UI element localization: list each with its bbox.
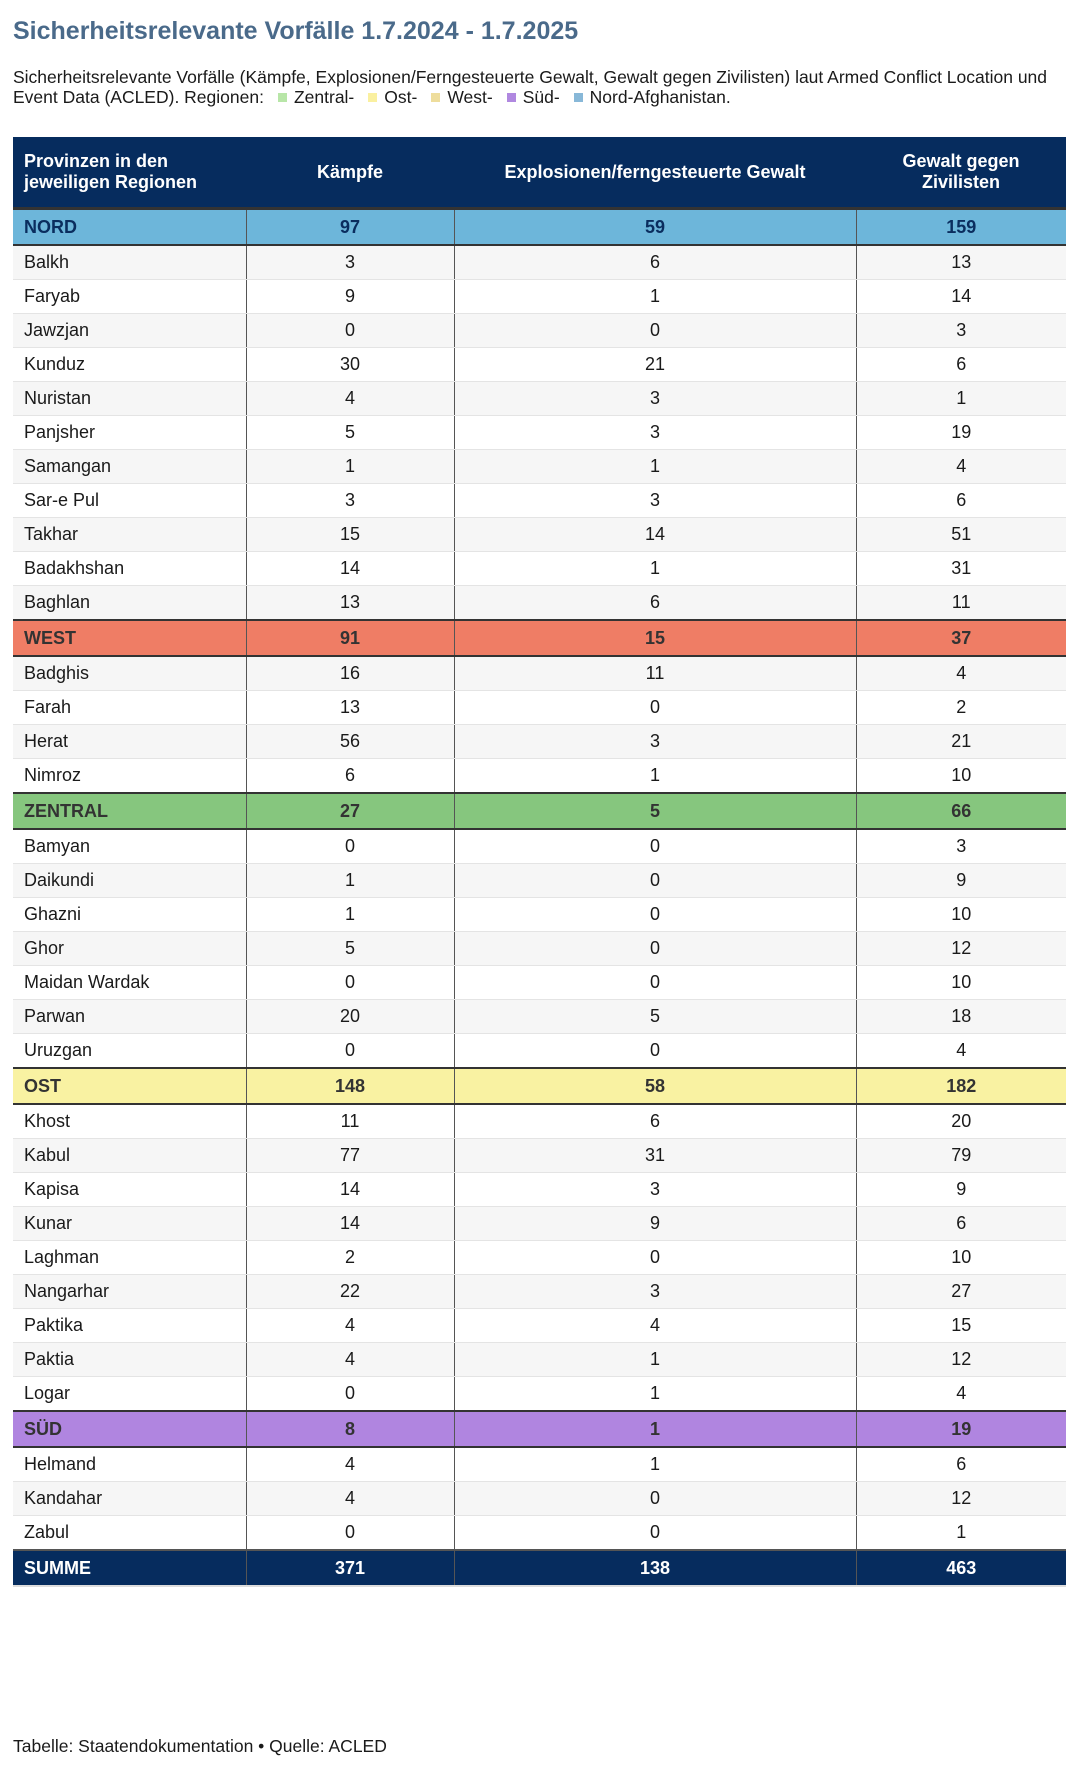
- explosionen-value: 3: [454, 1173, 856, 1207]
- province-name: Nangarhar: [13, 1275, 246, 1309]
- kaempfe-value: 77: [246, 1139, 454, 1173]
- gewalt-zivilisten-value: 10: [856, 966, 1066, 1000]
- table-row: [13, 725, 1066, 759]
- table-row: [13, 1343, 1066, 1377]
- kaempfe-value: 14: [246, 1173, 454, 1207]
- table-row: [13, 1241, 1066, 1275]
- province-name: Badghis: [13, 656, 246, 691]
- gewalt-zivilisten-value: 1: [856, 1516, 1066, 1551]
- kaempfe-value: 1: [246, 864, 454, 898]
- kaempfe-value: 148: [246, 1068, 454, 1104]
- table-row: [13, 932, 1066, 966]
- header-explosionen: Explosionen/ferngesteuerte Gewalt: [454, 137, 856, 209]
- explosionen-value: 3: [454, 1275, 856, 1309]
- province-name: WEST: [13, 620, 246, 656]
- table-row: [13, 1173, 1066, 1207]
- gewalt-zivilisten-value: 11: [856, 586, 1066, 621]
- table-row: [13, 966, 1066, 1000]
- province-name: NORD: [13, 209, 246, 246]
- explosionen-value: 1: [454, 1377, 856, 1412]
- province-name: Laghman: [13, 1241, 246, 1275]
- table-row: [13, 1104, 1066, 1139]
- legend-swatch-icon: [278, 93, 287, 102]
- gewalt-zivilisten-value: 9: [856, 1173, 1066, 1207]
- explosionen-value: 1: [454, 1411, 856, 1447]
- kaempfe-value: 9: [246, 280, 454, 314]
- kaempfe-value: 91: [246, 620, 454, 656]
- province-name: Badakhshan: [13, 552, 246, 586]
- legend-label: Zentral-: [293, 87, 355, 107]
- gewalt-zivilisten-value: 31: [856, 552, 1066, 586]
- kaempfe-value: 0: [246, 829, 454, 864]
- kaempfe-value: 6: [246, 759, 454, 794]
- province-name: ZENTRAL: [13, 793, 246, 829]
- explosionen-value: 1: [454, 552, 856, 586]
- gewalt-zivilisten-value: 19: [856, 416, 1066, 450]
- province-name: Kunduz: [13, 348, 246, 382]
- table-body: [13, 209, 1066, 1587]
- kaempfe-value: 11: [246, 1104, 454, 1139]
- explosionen-value: 58: [454, 1068, 856, 1104]
- province-name: Panjsher: [13, 416, 246, 450]
- table-row: [13, 518, 1066, 552]
- explosionen-value: 1: [454, 759, 856, 794]
- province-name: Samangan: [13, 450, 246, 484]
- gewalt-zivilisten-value: 6: [856, 1207, 1066, 1241]
- gewalt-zivilisten-value: 3: [856, 314, 1066, 348]
- kaempfe-value: 0: [246, 1377, 454, 1412]
- explosionen-value: 15: [454, 620, 856, 656]
- gewalt-zivilisten-value: 12: [856, 1343, 1066, 1377]
- gewalt-zivilisten-value: 21: [856, 725, 1066, 759]
- gewalt-zivilisten-value: 463: [856, 1550, 1066, 1586]
- explosionen-value: 6: [454, 1104, 856, 1139]
- province-name: Paktika: [13, 1309, 246, 1343]
- table-row: [13, 1516, 1066, 1551]
- province-name: Khost: [13, 1104, 246, 1139]
- table-row: [13, 416, 1066, 450]
- gewalt-zivilisten-value: 9: [856, 864, 1066, 898]
- explosionen-value: 11: [454, 656, 856, 691]
- explosionen-value: 21: [454, 348, 856, 382]
- kaempfe-value: 15: [246, 518, 454, 552]
- province-name: Ghor: [13, 932, 246, 966]
- legend-swatch-icon: [368, 93, 377, 102]
- gewalt-zivilisten-value: 51: [856, 518, 1066, 552]
- kaempfe-value: 1: [246, 450, 454, 484]
- explosionen-value: 1: [454, 1343, 856, 1377]
- explosionen-value: 5: [454, 793, 856, 829]
- province-name: Sar-e Pul: [13, 484, 246, 518]
- table-row: [13, 1207, 1066, 1241]
- source-footer: Tabelle: Staatendokumentation • Quelle: ACLED: [13, 1736, 387, 1756]
- table-row: [13, 656, 1066, 691]
- gewalt-zivilisten-value: 4: [856, 450, 1066, 484]
- region-row-west: [13, 620, 1066, 656]
- province-name: Kunar: [13, 1207, 246, 1241]
- province-name: Nimroz: [13, 759, 246, 794]
- explosionen-value: 14: [454, 518, 856, 552]
- gewalt-zivilisten-value: 12: [856, 1482, 1066, 1516]
- province-name: Ghazni: [13, 898, 246, 932]
- kaempfe-value: 14: [246, 552, 454, 586]
- explosionen-value: 1: [454, 450, 856, 484]
- page-title: Sicherheitsrelevante Vorfälle 1.7.2024 - 1.7.2025: [13, 17, 579, 45]
- table-row: [13, 829, 1066, 864]
- province-name: Faryab: [13, 280, 246, 314]
- explosionen-value: 138: [454, 1550, 856, 1586]
- explosionen-value: 5: [454, 1000, 856, 1034]
- gewalt-zivilisten-value: 2: [856, 691, 1066, 725]
- explosionen-value: 0: [454, 829, 856, 864]
- kaempfe-value: 30: [246, 348, 454, 382]
- kaempfe-value: 4: [246, 1343, 454, 1377]
- explosionen-value: 6: [454, 586, 856, 621]
- kaempfe-value: 8: [246, 1411, 454, 1447]
- province-name: Logar: [13, 1377, 246, 1412]
- legend-swatch-icon: [507, 93, 516, 102]
- gewalt-zivilisten-value: 10: [856, 1241, 1066, 1275]
- explosionen-value: 1: [454, 1447, 856, 1482]
- gewalt-zivilisten-value: 13: [856, 245, 1066, 280]
- legend-swatch-icon: [431, 93, 440, 102]
- gewalt-zivilisten-value: 37: [856, 620, 1066, 656]
- kaempfe-value: 4: [246, 1447, 454, 1482]
- province-name: Kapisa: [13, 1173, 246, 1207]
- gewalt-zivilisten-value: 6: [856, 484, 1066, 518]
- table-row: [13, 314, 1066, 348]
- explosionen-value: 0: [454, 966, 856, 1000]
- province-name: Baghlan: [13, 586, 246, 621]
- table-row: [13, 1447, 1066, 1482]
- gewalt-zivilisten-value: 66: [856, 793, 1066, 829]
- gewalt-zivilisten-value: 10: [856, 898, 1066, 932]
- province-name: Kandahar: [13, 1482, 246, 1516]
- explosionen-value: 4: [454, 1309, 856, 1343]
- table-row: [13, 864, 1066, 898]
- table-row: [13, 898, 1066, 932]
- explosionen-value: 3: [454, 484, 856, 518]
- province-name: Jawzjan: [13, 314, 246, 348]
- province-name: Takhar: [13, 518, 246, 552]
- province-name: Uruzgan: [13, 1034, 246, 1069]
- kaempfe-value: 5: [246, 932, 454, 966]
- table-row: [13, 1482, 1066, 1516]
- legend-label: Ost-: [384, 87, 418, 107]
- table-row: [13, 1275, 1066, 1309]
- legend-swatch-icon: [574, 93, 583, 102]
- explosionen-value: 1: [454, 280, 856, 314]
- kaempfe-value: 13: [246, 691, 454, 725]
- province-name: Paktia: [13, 1343, 246, 1377]
- explosionen-value: 31: [454, 1139, 856, 1173]
- table-row: [13, 382, 1066, 416]
- gewalt-zivilisten-value: 6: [856, 1447, 1066, 1482]
- province-name: SUMME: [13, 1550, 246, 1586]
- kaempfe-value: 16: [246, 656, 454, 691]
- gewalt-zivilisten-value: 1: [856, 382, 1066, 416]
- table-row: [13, 1139, 1066, 1173]
- province-name: SÜD: [13, 1411, 246, 1447]
- gewalt-zivilisten-value: 79: [856, 1139, 1066, 1173]
- total-row: [13, 1550, 1066, 1586]
- explosionen-value: 3: [454, 382, 856, 416]
- gewalt-zivilisten-value: 6: [856, 348, 1066, 382]
- kaempfe-value: 22: [246, 1275, 454, 1309]
- explosionen-value: 0: [454, 1241, 856, 1275]
- gewalt-zivilisten-value: 15: [856, 1309, 1066, 1343]
- table-header-row: [13, 137, 1066, 209]
- gewalt-zivilisten-value: 4: [856, 1034, 1066, 1069]
- kaempfe-value: 20: [246, 1000, 454, 1034]
- explosionen-value: 0: [454, 898, 856, 932]
- province-name: Kabul: [13, 1139, 246, 1173]
- kaempfe-value: 4: [246, 382, 454, 416]
- explosionen-value: 0: [454, 691, 856, 725]
- gewalt-zivilisten-value: 20: [856, 1104, 1066, 1139]
- explosionen-value: 9: [454, 1207, 856, 1241]
- gewalt-zivilisten-value: 4: [856, 1377, 1066, 1412]
- kaempfe-value: 1: [246, 898, 454, 932]
- table-row: [13, 348, 1066, 382]
- province-name: Zabul: [13, 1516, 246, 1551]
- province-name: Farah: [13, 691, 246, 725]
- province-name: Balkh: [13, 245, 246, 280]
- table-row: [13, 450, 1066, 484]
- province-name: Bamyan: [13, 829, 246, 864]
- table-row: [13, 759, 1066, 794]
- gewalt-zivilisten-value: 10: [856, 759, 1066, 794]
- explosionen-value: 0: [454, 864, 856, 898]
- province-name: Helmand: [13, 1447, 246, 1482]
- table-row: [13, 552, 1066, 586]
- province-name: Herat: [13, 725, 246, 759]
- explosionen-value: 0: [454, 932, 856, 966]
- province-name: Daikundi: [13, 864, 246, 898]
- table-row: [13, 1000, 1066, 1034]
- kaempfe-value: 0: [246, 1516, 454, 1551]
- legend-label: Nord-Afghanistan.: [589, 87, 731, 107]
- gewalt-zivilisten-value: 12: [856, 932, 1066, 966]
- explosionen-value: 0: [454, 1516, 856, 1551]
- kaempfe-value: 371: [246, 1550, 454, 1586]
- kaempfe-value: 3: [246, 245, 454, 280]
- table-row: [13, 280, 1066, 314]
- kaempfe-value: 27: [246, 793, 454, 829]
- table-row: [13, 586, 1066, 621]
- province-name: Maidan Wardak: [13, 966, 246, 1000]
- explosionen-value: 0: [454, 314, 856, 348]
- header-province: Provinzen in den jeweiligen Regionen: [13, 137, 246, 209]
- explosionen-value: 0: [454, 1034, 856, 1069]
- region-legend: [264, 87, 731, 107]
- table-description: [13, 67, 1063, 107]
- kaempfe-value: 2: [246, 1241, 454, 1275]
- incidents-table: [13, 137, 1066, 1587]
- explosionen-value: 3: [454, 416, 856, 450]
- gewalt-zivilisten-value: 3: [856, 829, 1066, 864]
- gewalt-zivilisten-value: 27: [856, 1275, 1066, 1309]
- explosionen-value: 59: [454, 209, 856, 246]
- kaempfe-value: 0: [246, 314, 454, 348]
- table-row: [13, 1309, 1066, 1343]
- kaempfe-value: 0: [246, 1034, 454, 1069]
- kaempfe-value: 4: [246, 1309, 454, 1343]
- kaempfe-value: 3: [246, 484, 454, 518]
- region-row-ost: [13, 1068, 1066, 1104]
- legend-label: West-: [447, 87, 493, 107]
- gewalt-zivilisten-value: 18: [856, 1000, 1066, 1034]
- kaempfe-value: 5: [246, 416, 454, 450]
- table-row: [13, 245, 1066, 280]
- kaempfe-value: 97: [246, 209, 454, 246]
- region-row-sued: [13, 1411, 1066, 1447]
- table-row: [13, 691, 1066, 725]
- kaempfe-value: 14: [246, 1207, 454, 1241]
- gewalt-zivilisten-value: 182: [856, 1068, 1066, 1104]
- header-kaempfe: Kämpfe: [246, 137, 454, 209]
- gewalt-zivilisten-value: 159: [856, 209, 1066, 246]
- explosionen-value: 0: [454, 1482, 856, 1516]
- table-row: [13, 1034, 1066, 1069]
- explosionen-value: 3: [454, 725, 856, 759]
- kaempfe-value: 56: [246, 725, 454, 759]
- gewalt-zivilisten-value: 14: [856, 280, 1066, 314]
- province-name: Nuristan: [13, 382, 246, 416]
- explosionen-value: 6: [454, 245, 856, 280]
- table-row: [13, 1377, 1066, 1412]
- kaempfe-value: 13: [246, 586, 454, 621]
- region-row-nord: [13, 209, 1066, 246]
- gewalt-zivilisten-value: 19: [856, 1411, 1066, 1447]
- province-name: Parwan: [13, 1000, 246, 1034]
- header-gewalt-zivilisten: Gewalt gegen Zivilisten: [856, 137, 1066, 209]
- kaempfe-value: 0: [246, 966, 454, 1000]
- province-name: OST: [13, 1068, 246, 1104]
- legend-label: Süd-: [522, 87, 560, 107]
- region-row-zentral: [13, 793, 1066, 829]
- table-row: [13, 484, 1066, 518]
- kaempfe-value: 4: [246, 1482, 454, 1516]
- gewalt-zivilisten-value: 4: [856, 656, 1066, 691]
- description-text: Sicherheitsrelevante Vorfälle (Kämpfe, Explosionen/Ferngesteuerte Gewalt, Gewalt gegen Zivilisten) laut Armed Conflict Location und Event Data (ACLED). Regionen:: [13, 67, 1048, 107]
